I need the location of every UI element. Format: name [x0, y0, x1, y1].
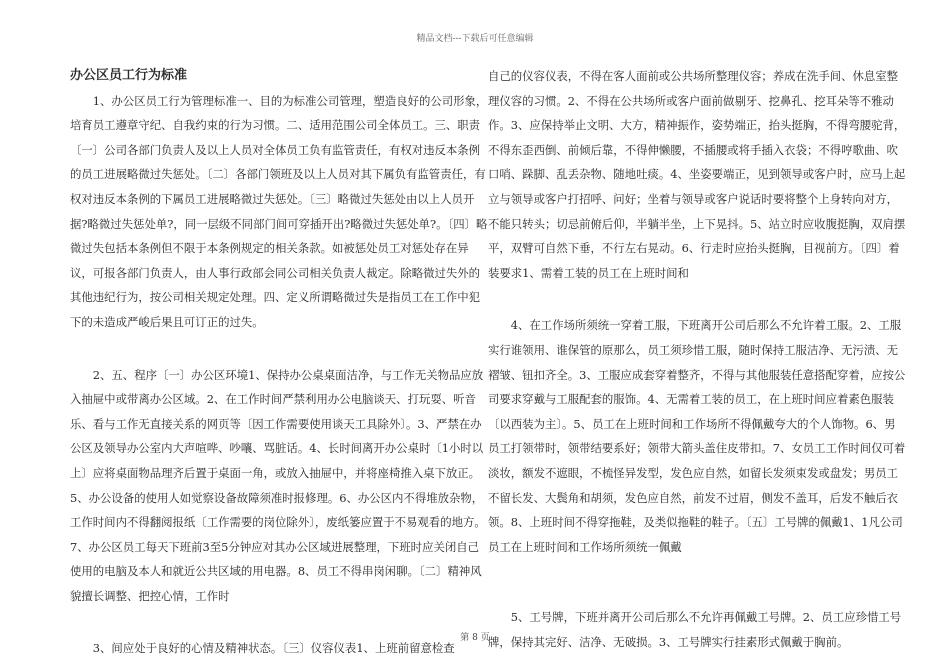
paragraph-2: 2、五、程序〔一〕办公区环境1、保持办公桌桌面洁净，与工作无关物品应放入抽屉中或带离办公区域。2、在工作时间严禁利用办公电脑谈天、打玩耍、听音乐、看与工作无直接关系的网页等〔因工作需要使用谈天工具除外〕。3、严禁在办公区及领导办公室内大声喧哗、吵嚷、骂脏话。4、长时间离开办公桌时〔1小时以上〕应将桌面物品理齐后置于桌面一角，或放入抽屉中，并将座椅推入桌下放正。5、办公设备的使用人如觉察设备故障须准时报修理。6、办公区内不得堆放杂物，工作时间内不得翻阅报纸〔工作需要的岗位除外〕，废纸篓应置于不易观看的地方。7、办公区员工每天下班前3至5分钟应对其办公区域进展整理，下班时应关闭自己使用的电脑及本人和就近公共区域的用电器。8、员工不得串岗闲聊。〔二〕精神风貌擅长调整、把控心情，工作时	[70, 367, 486, 603]
page-header: 精品文档---下载后可任意编辑	[416, 34, 534, 44]
paragraph-3: 3、间应处于良好的心情及精神状态。〔三〕仪容仪表1、上班前留意检查	[70, 641, 455, 656]
paragraph-gap	[70, 335, 488, 363]
page-number: 第 8 页	[460, 633, 490, 643]
paragraph-6: 5、工号牌，下班并离开公司后那么不允许再佩戴工号牌。2、员工应珍惜工号牌，保持其完好、洁净、无破损。3、工号牌实行挂素形式佩戴于胸前。	[488, 610, 902, 649]
right-column	[488, 64, 906, 654]
document-title: 办公区员工行为标准	[70, 68, 188, 83]
left-column	[70, 64, 488, 661]
paragraph-gap	[488, 559, 906, 605]
paragraph-5: 4、在工作场所须统一穿着工服，下班离开公司后那么不允许着工服。2、工服实行谁领用、谁保管的原那么，员工须珍惜工服，随时保持工服洁净、无污渍、无褶皱、钮扣齐全。3、工服应成套穿着整齐，不得与其他服装任意搭配穿着，应按公司要求穿戴与工服配套的服饰。4、无需着工装的员工，在上班时间应着素色服装〔以西装为主〕。5、员工在上班时间和工作场所不得佩戴夸大的个人饰物。6、男员工打领带时，领带结要系好；领带大箭头盖住皮带扣。7、女员工工作时间仅可着淡妆，额发不遮眼，不梳怪异发型，发色应自然，如留长发须束发或盘发；男员工不留长发、大鬓角和胡须，发色应自然，前发不过眉，侧发不盖耳，后发不触后衣领。8、上班时间不得穿拖鞋，及类似拖鞋的鞋子。〔五〕工号牌的佩戴1、1凡公司员工在上班时间和工作场所须统一佩戴	[488, 318, 906, 554]
paragraph-1: 1、办公区员工行为管理标准一、目的为标准公司管理，塑造良好的公司形象，培育员工遵章守纪、自我约束的行为习惯。二、适用范围公司全体员工。三、职责〔一〕公司各部门负责人及以上人员对全体员工负有监管责任，有权对违反本条例的员工进展略微过失惩处。〔二〕各部门领班及以上人员对其下属负有监管责任，有权对违反本条例的下属员工进展略微过失惩处。〔三〕略微过失惩处由以上人员开据?略微过失惩处单?，同一层级不同部门间可穿插开出?略微过失惩处单?。〔四〕略微过失包括本条例但不限于本条例规定的相关条款。如被惩处员工对惩处存在异议，可报各部门负责人，由人事行政部会同公司相关负责人裁定。除略微过失外的其他违纪行为，按公司相关规定处理。四、定义所谓略微过失是指员工在工作中犯下的未造成严峻后果且可订正的过失。	[70, 93, 488, 329]
paragraph-4: 自己的仪容仪表，不得在客人面前或公共场所整理仪容；养成在洗手间、休息室整理仪容的习惯。2、不得在公共场所或客户面前做剔牙、挖鼻孔、挖耳朵等不雅动作。3、应保持举止文明、大方，精神振作，姿势端正，抬头挺胸，不得弯腰驼背，不得东歪西倒、前倾后靠，不得伸懒腰，不插腰或将手插入衣袋；不得哼歌曲、吹口哨、跺脚、乱丢杂物、随地吐痰。4、坐姿要端正，见到领导或客户时，应马上起立与领导或客户打招呼、问好；坐着与领导或客户说话时要将整个上身转向对方，不能只转头；切忌前俯后仰，半躺半坐，上下晃抖。5、站立时应收腹挺胸，双肩摆平，双臂可自然下垂，不行左右晃动。6、行走时应抬头挺胸，目视前方。〔四〕着装要求1、需着工装的员工在上班时间和	[488, 69, 906, 280]
paragraph-gap	[488, 285, 906, 313]
